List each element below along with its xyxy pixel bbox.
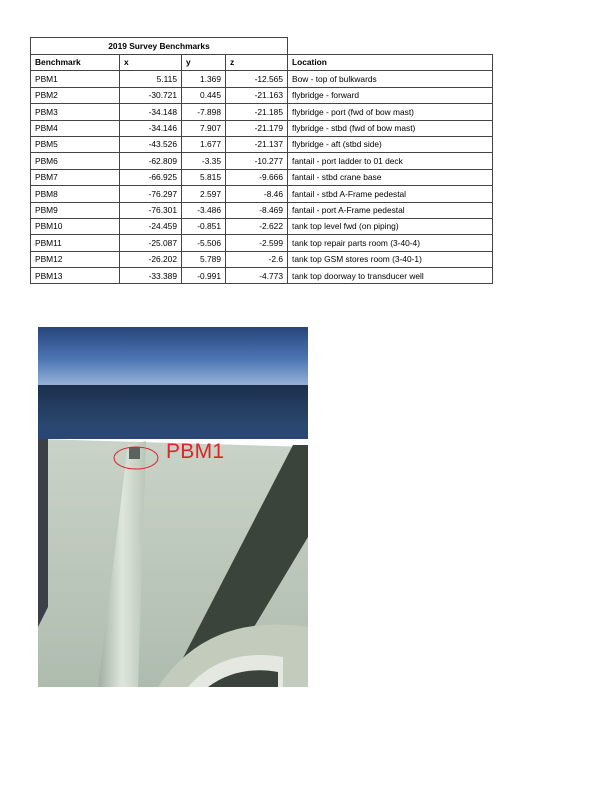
cell-location: flybridge - port (fwd of bow mast) — [288, 104, 493, 120]
cell-y: 2.597 — [182, 186, 226, 202]
cell-x: -30.721 — [120, 87, 182, 103]
cell-z: -21.163 — [226, 87, 288, 103]
cell-location: fantail - stbd crane base — [288, 169, 493, 185]
cell-benchmark: PBM1 — [31, 71, 120, 87]
table-row — [31, 153, 493, 169]
table-row — [31, 268, 493, 284]
cell-z: -4.773 — [226, 268, 288, 284]
cell-z: -8.46 — [226, 186, 288, 202]
cell-z: -8.469 — [226, 202, 288, 218]
cell-z: -9.666 — [226, 169, 288, 185]
table-title-row — [31, 38, 493, 55]
ship-bow-illustration — [38, 327, 308, 687]
header-z: z — [226, 55, 288, 71]
cell-x: -43.526 — [120, 136, 182, 152]
title-spacer-cell — [288, 38, 493, 55]
cell-z: -10.277 — [226, 153, 288, 169]
table-title: 2019 Survey Benchmarks — [31, 38, 288, 55]
cell-benchmark: PBM9 — [31, 202, 120, 218]
cell-y: 0.445 — [182, 87, 226, 103]
cell-benchmark: PBM8 — [31, 186, 120, 202]
table-row — [31, 235, 493, 251]
cell-benchmark: PBM4 — [31, 120, 120, 136]
cell-z: -2.599 — [226, 235, 288, 251]
cell-benchmark: PBM13 — [31, 268, 120, 284]
cell-benchmark: PBM6 — [31, 153, 120, 169]
cell-z: -2.6 — [226, 251, 288, 267]
table-row — [31, 104, 493, 120]
benchmark-table — [30, 37, 493, 284]
cell-benchmark: PBM12 — [31, 251, 120, 267]
cell-x: -76.297 — [120, 186, 182, 202]
cell-y: 1.369 — [182, 71, 226, 87]
cell-y: 1.677 — [182, 136, 226, 152]
cell-x: -76.301 — [120, 202, 182, 218]
cell-y: -3.486 — [182, 202, 226, 218]
bulwark-cap — [38, 427, 308, 439]
cell-x: -62.809 — [120, 153, 182, 169]
cell-z: -21.185 — [226, 104, 288, 120]
cell-y: 5.815 — [182, 169, 226, 185]
cell-z: -2.622 — [226, 218, 288, 234]
cell-benchmark: PBM5 — [31, 136, 120, 152]
cell-benchmark: PBM7 — [31, 169, 120, 185]
table-row — [31, 120, 493, 136]
cell-location: flybridge - aft (stbd side) — [288, 136, 493, 152]
cell-x: -25.087 — [120, 235, 182, 251]
header-benchmark: Benchmark — [31, 55, 120, 71]
cell-benchmark: PBM2 — [31, 87, 120, 103]
cell-y: -3.35 — [182, 153, 226, 169]
table-row — [31, 71, 493, 87]
table-row — [31, 186, 493, 202]
cell-benchmark: PBM10 — [31, 218, 120, 234]
cell-x: -26.202 — [120, 251, 182, 267]
cell-location: Bow - top of bulkwards — [288, 71, 493, 87]
cell-location: fantail - stbd A-Frame pedestal — [288, 186, 493, 202]
cell-x: -34.146 — [120, 120, 182, 136]
table-row — [31, 218, 493, 234]
sky — [38, 327, 308, 392]
cell-location: tank top GSM stores room (3-40-1) — [288, 251, 493, 267]
crew-jacket — [38, 439, 48, 627]
cell-x: -24.459 — [120, 218, 182, 234]
cell-location: flybridge - stbd (fwd of bow mast) — [288, 120, 493, 136]
cell-benchmark: PBM11 — [31, 235, 120, 251]
pbm1-marker — [129, 447, 140, 459]
table-header-row — [31, 55, 493, 71]
cell-z: -21.179 — [226, 120, 288, 136]
cell-y: 5.789 — [182, 251, 226, 267]
cell-location: tank top level fwd (on piping) — [288, 218, 493, 234]
cell-location: flybridge - forward — [288, 87, 493, 103]
cell-y: -7.898 — [182, 104, 226, 120]
pbm1-photo — [38, 327, 308, 687]
cell-y: 7.907 — [182, 120, 226, 136]
table-row — [31, 136, 493, 152]
cell-x: -33.389 — [120, 268, 182, 284]
header-location: Location — [288, 55, 493, 71]
pbm1-label: PBM1 — [166, 440, 225, 463]
cell-location: tank top doorway to transducer well — [288, 268, 493, 284]
table-row — [31, 202, 493, 218]
cell-location: fantail - port A-Frame pedestal — [288, 202, 493, 218]
header-x: x — [120, 55, 182, 71]
cell-location: tank top repair parts room (3-40-4) — [288, 235, 493, 251]
cell-x: -66.925 — [120, 169, 182, 185]
cell-x: 5.115 — [120, 71, 182, 87]
table-row — [31, 169, 493, 185]
cell-y: -5.506 — [182, 235, 226, 251]
cell-y: -0.851 — [182, 218, 226, 234]
cell-z: -12.565 — [226, 71, 288, 87]
cell-x: -34.148 — [120, 104, 182, 120]
table-row — [31, 87, 493, 103]
header-y: y — [182, 55, 226, 71]
cell-z: -21.137 — [226, 136, 288, 152]
cell-y: -0.991 — [182, 268, 226, 284]
cell-benchmark: PBM3 — [31, 104, 120, 120]
table-row — [31, 251, 493, 267]
cell-location: fantail - port ladder to 01 deck — [288, 153, 493, 169]
